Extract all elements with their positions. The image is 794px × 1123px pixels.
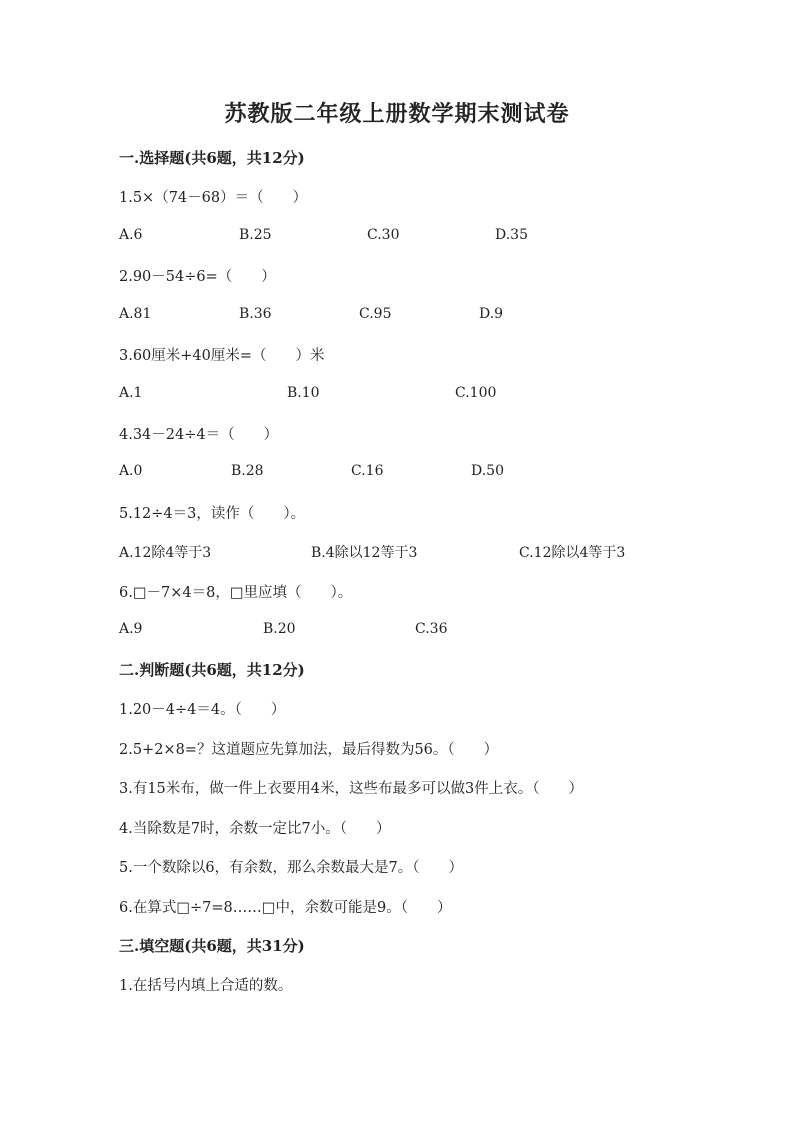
option-b: B.25 [239, 227, 272, 243]
option-d: D.9 [479, 306, 504, 322]
options-row [119, 227, 719, 247]
section-heading-choice: 一.选择题(共6题，共12分) [119, 149, 305, 167]
options-row [119, 621, 719, 641]
options-row [119, 542, 719, 562]
question-text: 1.在括号内填上合适的数。 [119, 978, 293, 994]
option-c: C.30 [367, 227, 400, 243]
option-c: C.100 [455, 385, 497, 401]
option-b: B.10 [287, 385, 320, 401]
section-heading-judgement: 二.判断题(共6题，共12分) [119, 661, 305, 679]
option-c: C.12除以4等于3 [519, 545, 626, 561]
option-a: A.1 [119, 385, 143, 401]
question-text: 1.20－4÷4＝4。（ ） [119, 702, 286, 718]
options-row [119, 306, 719, 326]
option-c: C.16 [351, 463, 384, 479]
option-a: A.6 [119, 227, 143, 243]
question-text: 4.34－24÷4＝（ ） [119, 427, 279, 443]
option-c: C.95 [359, 306, 392, 322]
option-a: A.9 [119, 621, 143, 637]
options-row [119, 385, 719, 405]
option-d: D.35 [495, 227, 528, 243]
option-b: B.28 [231, 463, 264, 479]
question-text: 3.60厘米+40厘米=（ ）米 [119, 348, 325, 364]
question-text: 2.90－54÷6=（ ） [119, 269, 276, 285]
question-text: 1.5×（74－68）＝（ ） [119, 190, 308, 206]
option-a: A.12除4等于3 [119, 545, 212, 561]
section-heading-fill-blank: 三.填空题(共6题，共31分) [119, 937, 305, 955]
option-c: C.36 [415, 621, 448, 637]
question-text: 5.一个数除以6，有余数，那么余数最大是7。（ ） [119, 860, 464, 876]
option-d: D.50 [471, 463, 504, 479]
question-text: 6.□－7×4＝8，□里应填（ ）。 [119, 585, 353, 601]
question-text: 5.12÷4＝3，读作（ ）。 [119, 506, 306, 522]
question-text: 6.在算式□÷7=8……□中，余数可能是9。（ ） [119, 900, 452, 916]
option-a: A.81 [119, 306, 152, 322]
page-title: 苏教版二年级上册数学期末测试卷 [224, 101, 570, 127]
options-row [119, 463, 719, 483]
question-text: 3.有15米布，做一件上衣要用4米，这些布最多可以做3件上衣。（ ） [119, 781, 583, 797]
question-text: 4.当除数是7时，余数一定比7小。（ ） [119, 821, 391, 837]
option-a: A.0 [119, 463, 143, 479]
option-b: B.4除以12等于3 [311, 545, 418, 561]
question-text: 2.5+2×8=？这道题应先算加法，最后得数为56。（ ） [119, 742, 499, 758]
option-b: B.36 [239, 306, 272, 322]
option-b: B.20 [263, 621, 296, 637]
